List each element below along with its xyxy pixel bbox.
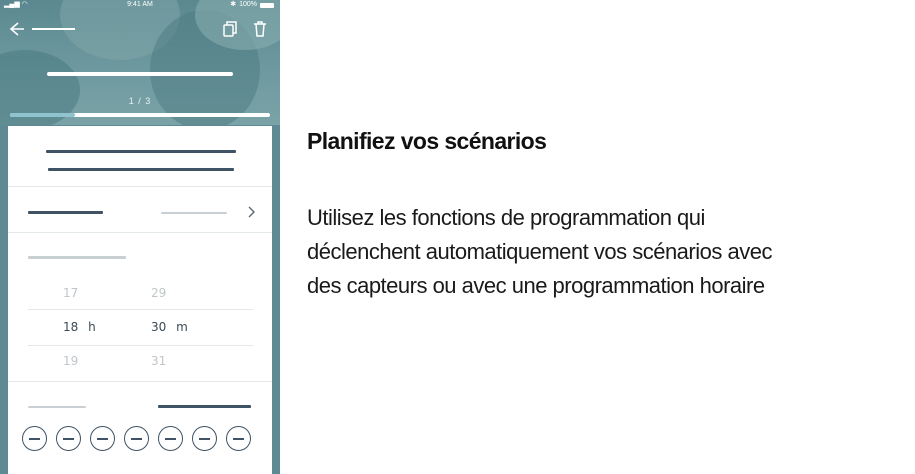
weekday-toggle[interactable] <box>226 426 251 451</box>
battery-icon <box>260 3 274 8</box>
weekday-toggle[interactable] <box>56 426 81 451</box>
card-title-line <box>46 150 236 153</box>
weekday-selector <box>22 426 262 452</box>
hour-unit: h <box>88 320 96 334</box>
back-arrow-icon[interactable] <box>8 19 78 39</box>
hour-previous: 17 <box>63 286 79 300</box>
weekday-toggle[interactable] <box>192 426 217 451</box>
status-time: 9:41 AM <box>127 1 153 8</box>
time-picker[interactable] <box>8 276 272 376</box>
setting-value-line <box>161 212 227 214</box>
bluetooth-icon: ✱ <box>230 1 237 8</box>
phone-mockup <box>0 0 280 474</box>
minute-selected[interactable] <box>151 320 188 334</box>
signal-icon: ▂▄▆ ◠ <box>4 1 28 8</box>
headline: Planifiez vos scénarios <box>307 128 547 154</box>
card-subtitle-line <box>48 168 234 171</box>
description-line: des capteurs ou avec une programmation horaire <box>307 273 765 298</box>
picker-label-line <box>28 256 126 259</box>
hour-value: 18 <box>63 320 79 334</box>
header-background <box>0 0 280 125</box>
weekday-toggle[interactable] <box>90 426 115 451</box>
chevron-right-icon[interactable] <box>246 206 256 218</box>
days-label-line <box>28 406 86 408</box>
setting-row[interactable] <box>8 187 272 231</box>
battery-level: 100% <box>239 1 257 8</box>
scenario-title-placeholder <box>47 72 233 76</box>
picker-highlight-bottom <box>28 345 253 346</box>
minute-next: 31 <box>151 354 167 368</box>
hour-next: 19 <box>63 354 79 368</box>
status-bar <box>0 0 280 10</box>
divider <box>8 381 272 382</box>
divider <box>8 232 272 233</box>
page-counter: 1 / 3 <box>128 96 152 106</box>
progress-bar <box>10 113 270 117</box>
battery-status <box>230 0 274 10</box>
duplicate-icon[interactable] <box>222 20 238 38</box>
schedule-card <box>8 126 272 474</box>
trash-icon[interactable] <box>252 20 268 38</box>
weekday-toggle[interactable] <box>124 426 149 451</box>
minute-value: 30 <box>151 320 167 334</box>
setting-label-line <box>28 211 103 214</box>
picker-highlight-top <box>28 309 253 310</box>
minute-previous: 29 <box>151 286 167 300</box>
progress-fill <box>10 113 75 117</box>
weekday-toggle[interactable] <box>22 426 47 451</box>
description-line: Utilisez les fonctions de programmation qui <box>307 205 705 230</box>
minute-unit: m <box>176 320 188 334</box>
description <box>307 201 907 303</box>
weekday-toggle[interactable] <box>158 426 183 451</box>
description-line: déclenchent automatiquement vos scénarios avec <box>307 239 772 264</box>
hour-selected[interactable] <box>63 320 96 334</box>
days-value-line <box>158 405 251 408</box>
